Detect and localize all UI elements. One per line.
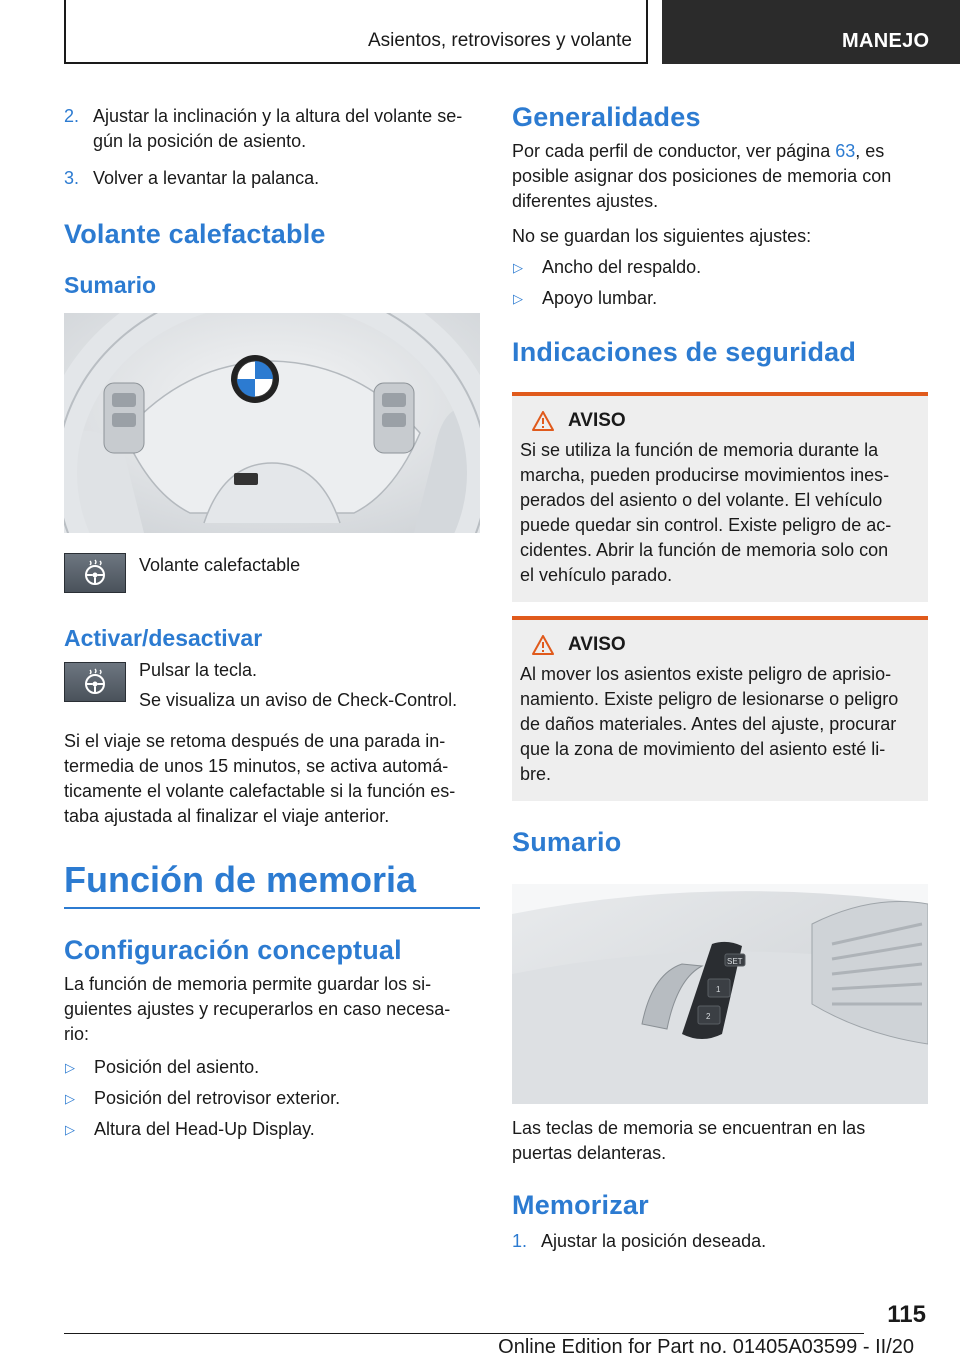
para-config: La función de memoria permite guardar los si- guientes ajustes y recuperarlos en caso necesa- rio: (64, 974, 451, 1044)
heading-generalidades: Generalidades (512, 102, 701, 132)
heading-configuracion: Configuración conceptual (64, 935, 402, 965)
step-text: Volver a levantar la palanca. (93, 168, 320, 188)
door-panel-illustration (512, 884, 928, 1104)
list-item (64, 1055, 480, 1080)
warning-triangle-icon (532, 411, 554, 431)
heated-steering-wheel-icon (80, 558, 110, 588)
list-item (64, 1086, 480, 1111)
icon-caption: Volante calefactable (139, 555, 301, 575)
steering-wheel-illustration (64, 313, 480, 533)
chapter-label: MANEJO (842, 30, 930, 52)
para-gen-pre: Por cada perfil de conductor, ver página (512, 141, 836, 161)
heated-wheel-key-row (64, 553, 480, 593)
section-title: Asientos, retrovisores y volante (367, 30, 632, 51)
warning-box (512, 392, 928, 602)
memory-bullets (64, 1055, 480, 1142)
activar-text (139, 658, 457, 713)
step-text: Ajustar la posición deseada. (541, 1231, 767, 1251)
list-item-text: Apoyo lumbar. (542, 288, 658, 308)
warning-box (512, 616, 928, 801)
warning-text: Si se utiliza la función de memoria durante la marcha, pueden producirse movimientos ines- perados del asiento o del volante. El vehículo puede quedar sin control. Existe peligro de ac- cidentes. Abrir la función de memoria solo con el vehículo parado. (520, 440, 892, 585)
edition-text: Online Edition for Part no. 01405A03599 - II/20 (498, 1336, 914, 1358)
step-item (512, 1229, 928, 1254)
activar-line: Pulsar la tecla. (139, 660, 258, 680)
step-text: Ajustar la inclinación y la altura del volante se- gún la posición de asiento. (93, 106, 463, 151)
header-section-box (64, 0, 648, 64)
list-item-text: Ancho del respaldo. (542, 257, 702, 277)
para-teclas: Las teclas de memoria se encuentran en las puertas delanteras. (512, 1118, 866, 1163)
page-number: 115 (887, 1301, 926, 1328)
heading-sumario-right: Sumario (512, 827, 622, 857)
steering-wheel-photo (64, 313, 480, 533)
warning-title: AVISO (568, 634, 626, 655)
heading-indicaciones: Indicaciones de seguridad (512, 337, 857, 367)
heading-activar-desactivar: Activar/desactivar (64, 625, 263, 651)
para-no-save: No se guardan los siguientes ajustes: (512, 226, 812, 246)
triangle-bullet-icon: ▷ (513, 260, 523, 275)
activar-line: Se visualiza un aviso de Check-Control. (139, 690, 458, 710)
heated-steering-wheel-icon (80, 667, 110, 697)
activar-key-row (64, 658, 480, 713)
list-item-text: Posición del retrovisor exterior. (94, 1088, 341, 1108)
footer-divider (64, 1333, 864, 1334)
step-item (64, 104, 480, 154)
warning-header (520, 410, 920, 432)
heated-steering-wheel-button-icon[interactable] (64, 662, 126, 702)
right-column (512, 100, 928, 1254)
photo-label-2: 2 (706, 1012, 711, 1021)
step-item (64, 166, 480, 191)
heated-steering-wheel-button-icon[interactable] (64, 553, 126, 593)
step-number: 3. (64, 168, 80, 188)
heading-memorizar: Memorizar (512, 1190, 649, 1220)
step-number: 2. (64, 106, 80, 126)
heading-funcion-memoria: Función de memoria (64, 859, 417, 900)
list-item-text: Altura del Head-Up Display. (94, 1119, 315, 1139)
left-column (64, 100, 480, 1142)
list-item (64, 1117, 480, 1142)
photo-label-set: SET (727, 957, 743, 966)
triangle-bullet-icon: ▷ (65, 1091, 75, 1106)
para-gen-post: , es posible asignar dos posiciones de memoria con diferentes ajustes. (512, 141, 892, 211)
warning-triangle-icon (532, 635, 554, 655)
warning-title: AVISO (568, 410, 626, 431)
warning-text: Al mover los asientos existe peligro de aprisio- namiento. Existe peligro de lesionarse o peligro de daños materiales. Antes del ajuste, procurar que la zona de movimiento del asiento esté li- bre. (520, 664, 899, 784)
step-number: 1. (512, 1231, 528, 1251)
triangle-bullet-icon: ▷ (65, 1060, 75, 1075)
warning-header (520, 634, 920, 656)
chapter-tab[interactable] (662, 0, 960, 64)
heading-funcion-memoria-wrap (64, 859, 480, 909)
para-viaje: Si el viaje se retoma después de una parada in- termedia de unos 15 minutos, se activa automá- ticamente el volante calefactable si la función es- taba ajustada al finalizar el viaje anterior. (64, 731, 456, 826)
page-link[interactable]: 63 (835, 141, 856, 161)
heading-volante-calefactable: Volante calefactable (64, 219, 326, 249)
list-item-text: Posición del asiento. (94, 1057, 260, 1077)
list-item (512, 286, 928, 311)
para-generalidades (512, 139, 928, 214)
nosave-bullets (512, 255, 928, 311)
triangle-bullet-icon: ▷ (513, 291, 523, 306)
triangle-bullet-icon: ▷ (65, 1122, 75, 1137)
list-item (512, 255, 928, 280)
heading-sumario: Sumario (64, 272, 157, 298)
door-memory-buttons-photo (512, 884, 928, 1104)
photo-label-1: 1 (716, 985, 721, 994)
